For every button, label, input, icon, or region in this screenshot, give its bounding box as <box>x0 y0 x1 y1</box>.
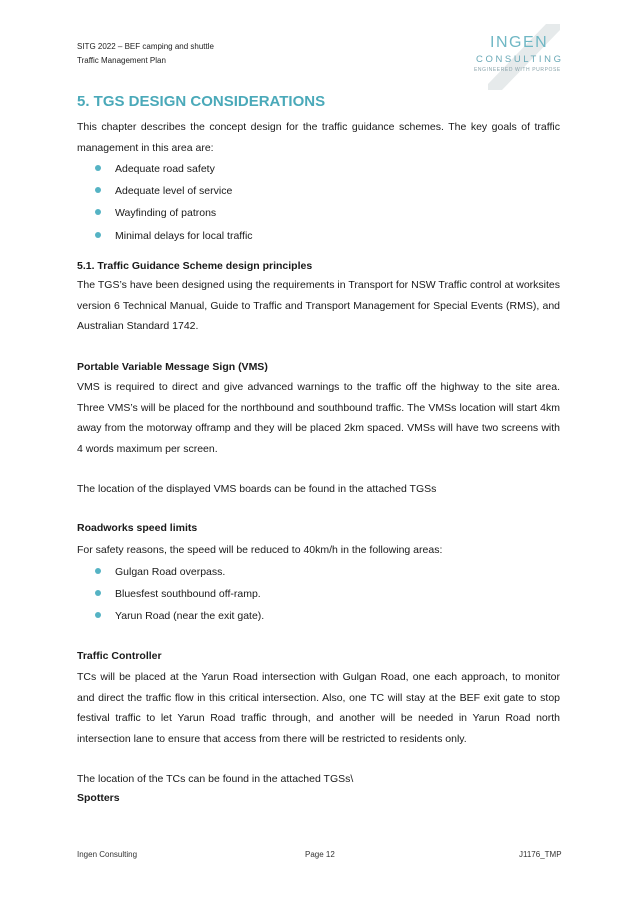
bullet-icon <box>95 232 101 238</box>
traffic-controller-heading: Traffic Controller <box>77 650 162 662</box>
list-item-text: Gulgan Road overpass. <box>115 566 226 578</box>
bullet-icon <box>95 568 101 574</box>
subsection-title: 5.1. Traffic Guidance Scheme design principles <box>77 260 313 272</box>
spotters-heading: Spotters <box>77 792 120 804</box>
bullet-icon <box>95 612 101 618</box>
subsection-body: The TGS’s have been designed using the requirements in Transport for NSW Traffic control at worksites version 6 Technical Manual, Guide to Traffic and Transport Management for Special Events (RMS), and Australian Standard 1742. <box>77 279 560 332</box>
footer-page-number: Page 12 <box>305 850 335 859</box>
header-subtitle: Traffic Management Plan <box>77 56 166 65</box>
footer-document-code: J1176_TMP <box>519 850 562 859</box>
header-title: SITG 2022 – BEF camping and shuttle <box>77 42 214 51</box>
section-title: 5. TGS DESIGN CONSIDERATIONS <box>77 93 326 110</box>
list-item-text: Adequate level of service <box>115 185 233 197</box>
bullet-icon <box>95 187 101 193</box>
traffic-controller-location-note: The location of the TCs can be found in the attached TGSs\ <box>77 773 354 785</box>
vms-location-note: The location of the displayed VMS boards can be found in the attached TGSs <box>77 483 437 495</box>
list-item-text: Minimal delays for local traffic <box>115 230 253 242</box>
section-intro: This chapter describes the concept design for the traffic guidance schemes. The key goals of traffic management in this area are: <box>77 121 560 154</box>
logo-word-consulting: CONSULTING <box>476 54 564 65</box>
vms-body: VMS is required to direct and give advanced warnings to the traffic off the highway to the site area. Three VMS’s will be placed for the northbound and southbound traffic. The VMSs location will start 4km away from the motorway offramp and they will be placed 2km spaced. VMSs will have two screens with 4 words maximum per screen. <box>77 381 560 455</box>
logo-tagline: ENGINEERED WITH PURPOSE <box>474 67 561 73</box>
list-item-text: Bluesfest southbound off-ramp. <box>115 588 261 600</box>
ingen-consulting-logo <box>468 22 568 90</box>
logo-word-ingen: INGEN <box>490 34 549 51</box>
vms-heading: Portable Variable Message Sign (VMS) <box>77 361 268 373</box>
footer-company: Ingen Consulting <box>77 850 138 859</box>
list-item-text: Yarun Road (near the exit gate). <box>115 610 265 622</box>
list-item-text: Adequate road safety <box>115 163 215 175</box>
bullet-icon <box>95 590 101 596</box>
traffic-controller-body: TCs will be placed at the Yarun Road intersection with Gulgan Road, one each approach, to monitor and direct the traffic flow in this critical intersection. Also, one TC will stay at the BEF exit gate to stop festival traffic to let Yarun Road traffic through, and another will be needed in Yarun Road north intersection lane to ensure that access from there will be restricted to residents only. <box>77 671 560 745</box>
roadworks-intro: For safety reasons, the speed will be reduced to 40km/h in the following areas: <box>77 544 443 556</box>
bullet-icon <box>95 165 101 171</box>
bullet-icon <box>95 209 101 215</box>
list-item-text: Wayfinding of patrons <box>115 207 217 219</box>
roadworks-heading: Roadworks speed limits <box>77 522 198 534</box>
